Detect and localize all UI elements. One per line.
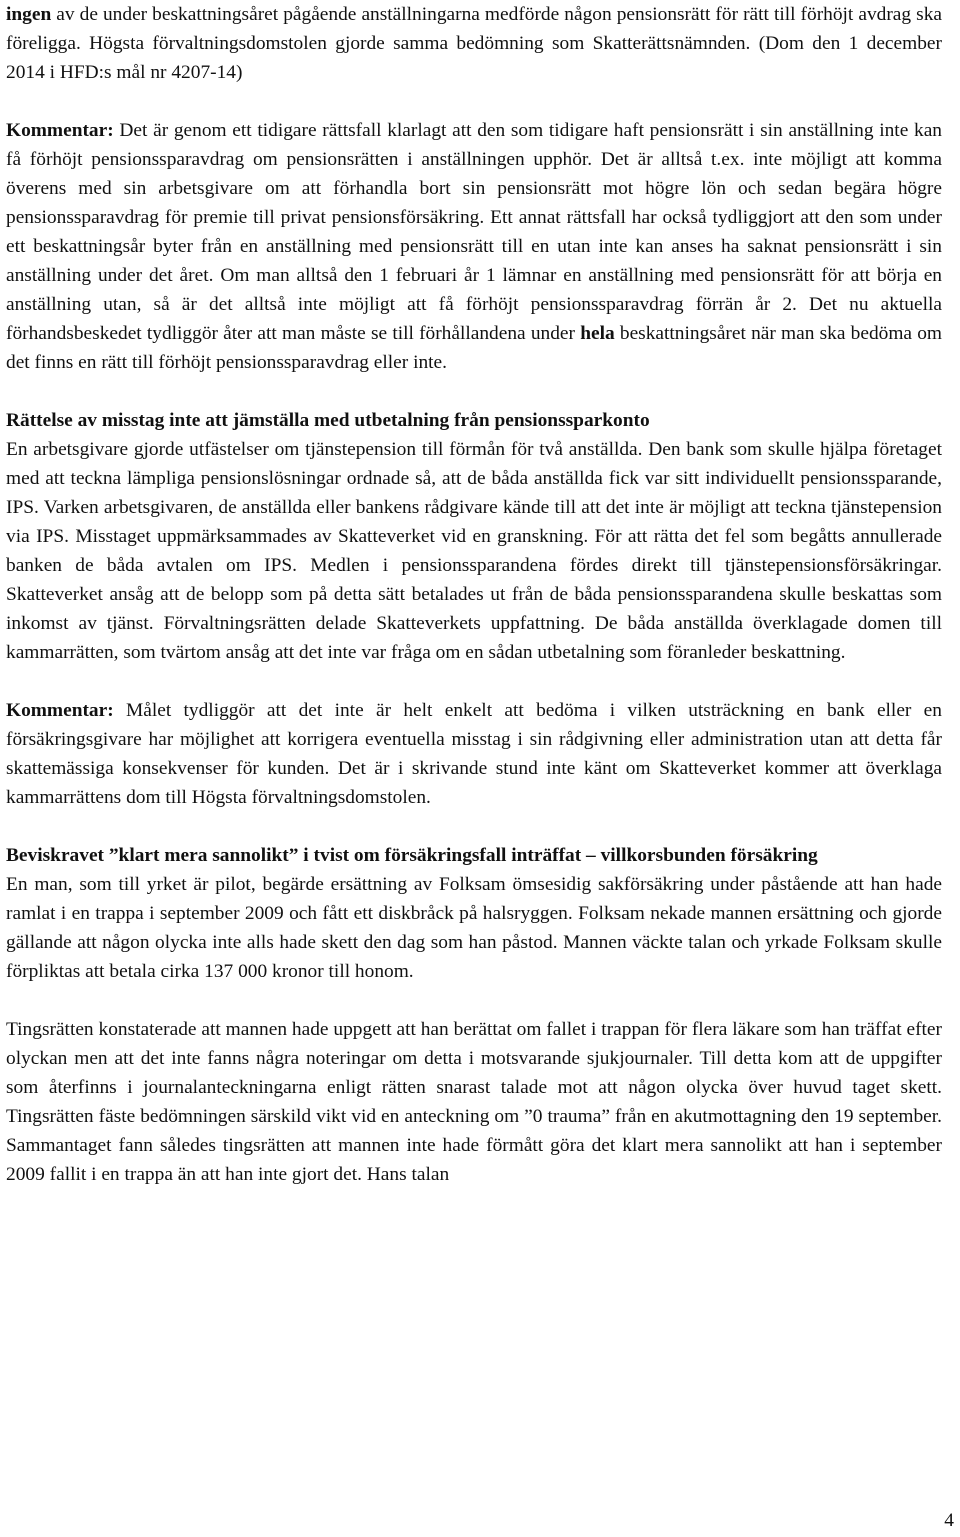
page-number: 4 xyxy=(944,1510,954,1531)
paragraph-comment-pension xyxy=(6,116,942,377)
paragraph-comment-correction xyxy=(6,696,942,812)
paragraph-text-end: beskattningsåret när man ska bedöma om det finns en rätt till förhöjt pensionssparavdrag eller inte. xyxy=(6,323,942,373)
paragraph-pilot-claim: En man, som till yrket är pilot, begärde ersättning av Folksam ömsesidig sakförsäkring under påstående att han hade ramlat i en trappa i september 2009 och fått ett diskbråck på halsryggen. Folksam nekade mannen ersättning och gjorde gällande att någon olycka inte alls hade skett den dag som han påstod. Mannen väckte talan och yrkade Folksam skulle förpliktas att betala cirka 137 000 kronor till honom. xyxy=(6,874,942,982)
comment-label: Kommentar: xyxy=(6,120,114,141)
paragraph-hfd-ruling xyxy=(6,0,942,87)
section-heading-burden-of-proof: Beviskravet ”klart mera sannolikt” i tvist om försäkringsfall inträffat – villkorsbunden försäkring xyxy=(6,845,818,866)
paragraph-text: Det är genom ett tidigare rättsfall klarlagt att den som tidigare haft pensionsrätt i sin anställning inte kan få förhöjt pensionssparavdrag om pensionsrätten i anställningen upphör. Det är alltså t.ex. inte möjligt att komma överens med sin arbetsgivare om att förhandla bort sin pensionsrätt mot högre lön och sedan begära högre pensionssparavdrag för premie till privat pensionsförsäkring. Ett annat rättsfall har också tydliggjort att den som under ett beskattningsår byter från en anställning med pensionsrätt till en utan inte kan anses ha saknat pensionsrätt i sin anställning under det året. Om man alltså den 1 februari år 1 lämnar en anställning med pensionsrätt för att börja en anställning utan, så är det alltså inte möjligt att få förhöjt pensionssparavdrag förrän år 2. Det nu aktuella förhandsbeskedet tydliggör åter att man måste se till förhållandena under xyxy=(6,120,942,344)
paragraph-ips-case: En arbetsgivare gjorde utfästelser om tjänstepension till förmån för två anställda. Den bank som skulle hjälpa företaget med att teckna lämpliga pensionslösningar ordnade så, att de båda anställda fick var sitt individuellt pensionssparande, IPS. Varken arbetsgivaren, de anställda eller bankens rådgivare kände till att det inte är möjligt att teckna tjänstepension via IPS. Misstaget uppmärksammades av Skatteverket vid en granskning. För att rätta det fel som begåtts annullerade banken de båda avtalen om IPS. Medlen i pensionssparandena fördes direkt till tjänstepensionsförsäkringar. Skatteverket ansåg att de belopp som på detta sätt betalades ut från de båda pensionssparandena skulle beskattas som inkomst av tjänst. Förvaltningsrätten delade Skatteverkets uppfattning. De båda anställda överklagade domen till kammarrätten, som tvärtom ansåg att det inte var fråga om en sådan utbetalning som föranleder beskattning. xyxy=(6,439,942,663)
emphasis-word: ingen xyxy=(6,4,52,25)
paragraph-district-court: Tingsrätten konstaterade att mannen hade uppgett att han berättat om fallet i trappan för flera läkare som han träffat efter olyckan men att det inte fanns några noteringar om detta i motsvarande sjukjournaler. Till detta kom att de uppgifter som återfinns i journalanteckningarna enligt rätten snarast talade mot att någon olycka över huvud taget skett. Tingsrätten fäste bedömningen särskild vikt vid en anteckning om ”0 trauma” från en akutmottagning den 19 september. Sammantaget fann således tingsrätten att mannen inte hade förmått göra det klart mera sannolikt att han i september 2009 fallit i en trappa än att han inte gjort det. Hans talan xyxy=(6,1019,942,1185)
comment-label: Kommentar: xyxy=(6,700,114,721)
emphasis-word: hela xyxy=(580,323,615,344)
document-page xyxy=(6,0,942,1189)
paragraph-text: Målet tydliggör att det inte är helt enkelt att bedöma i vilken utsträckning en bank eller en försäkringsgivare har möjlighet att korrigera eventuella misstag i sin rådgivning eller administration utan att detta får skattemässiga konsekvenser för kunden. Det är i skrivande stund inte känt om Skatteverket kommer att överklaga kammarrättens dom till Högsta förvaltningsdomstolen. xyxy=(6,700,942,808)
section-heading-correction: Rättelse av misstag inte att jämställa med utbetalning från pensionssparkonto xyxy=(6,410,650,431)
paragraph-text: av de under beskattningsåret pågående anställningarna medförde någon pensionsrätt för rätt till förhöjt avdrag ska föreligga. Högsta förvaltningsdomstolen gjorde samma bedömning som Skatterättsnämnden. (Dom den 1 december 2014 i HFD:s mål nr 4207-14) xyxy=(6,4,942,83)
